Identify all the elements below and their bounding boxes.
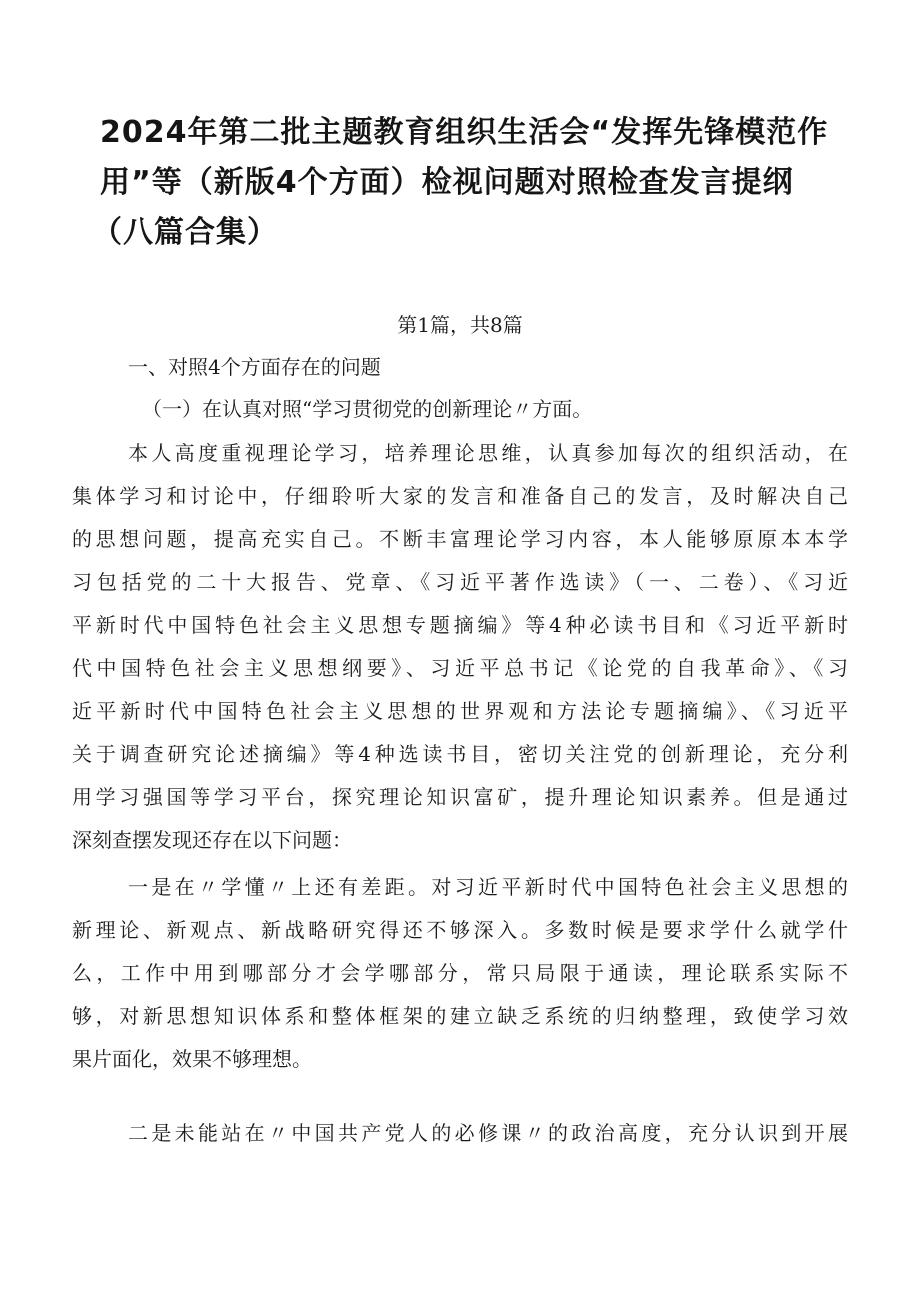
paragraph-line: 近平新时代中国特色社会主义思想的世界观和方法论专题摘编》、《习近平 [72,699,848,723]
paragraph-line: 集体学习和讨论中，仔细聆听大家的发言和准备自己的发言，及时解决自己 [72,484,848,508]
title-line: （八篇合集） [92,215,278,250]
paragraph-line: 果片面化，效果不够理想。 [72,1047,312,1071]
document-title [92,108,860,258]
paragraph-line: 够，对新思想知识体系和整体框架的建立缺乏系统的归纳整理，致使学习效 [72,1004,848,1028]
paragraph-line: 的思想问题，提高充实自己。不断丰富理论学习内容，本人能够原原本本学 [72,527,848,551]
paragraph-line: 平新时代中国特色社会主义思想专题摘编》等4种必读书目和《习近平新时 [72,613,848,637]
paragraph-line: 新理论、新观点、新战略研究得还不够深入。多数时候是要求学什么就学什 [72,918,848,942]
paragraph-line: 深刻查摆发现还存在以下问题： [72,828,352,852]
paragraph-line: 二是未能站在〃中国共产党人的必修课〃的政治高度，充分认识到开展 [128,1121,848,1145]
paragraph-line: 用学习强国等学习平台，探究理论知识富矿，提升理论知识素养。但是通过 [72,785,848,809]
title-line: 用”等（新版4个方面）检视问题对照检查发言提纲 [100,165,794,200]
paragraph-line: 本人高度重视理论学习，培养理论思维，认真参加每次的组织活动，在 [128,441,848,465]
section-heading-1: 一、对照4个方面存在的问题 [128,355,381,379]
title-line: 2024年第二批主题教育组织生活会“发挥先锋模范作 [100,115,829,150]
paragraph-line: 代中国特色社会主义思想纲要》、习近平总书记《论党的自我革命》、《习 [72,656,848,680]
paragraph-line: 一是在〃学懂〃上还有差距。对习近平新时代中国特色社会主义思想的 [128,875,848,899]
paragraph-line: 么，工作中用到哪部分才会学哪部分，常只局限于通读，理论联系实际不 [72,961,848,985]
paragraph-line: 关于调查研究论述摘编》等4种选读书目，密切关注党的创新理论，充分利 [72,742,848,766]
paragraph-line: 习包括党的二十大报告、党章、《习近平著作选读》（一、二卷）、《习近 [72,570,848,594]
part-heading: 第1篇，共8篇 [397,313,523,337]
section-heading-2: （一）在认真对照“学习贯彻党的创新理论〃方面。 [142,397,593,421]
